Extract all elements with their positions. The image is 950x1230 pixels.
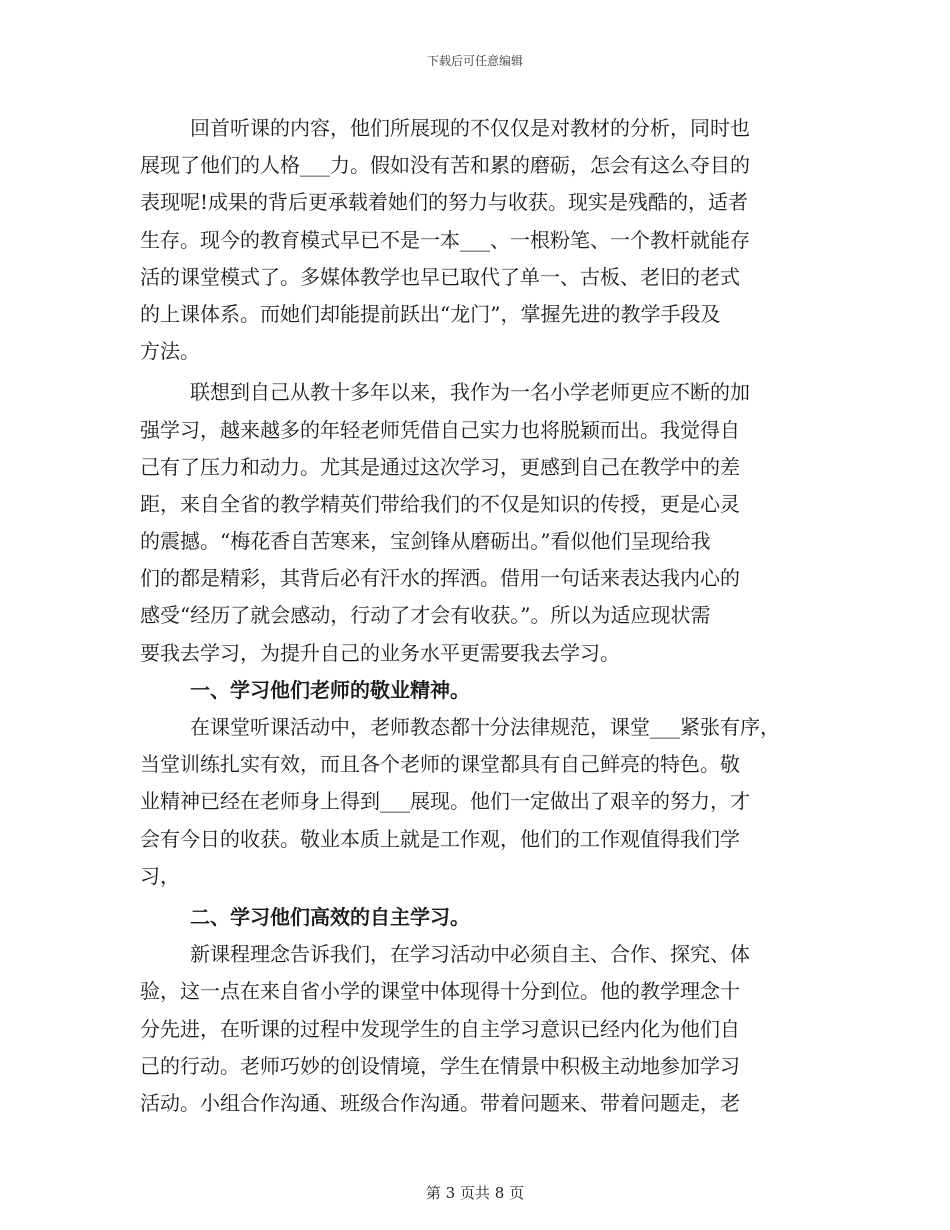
text-line: 新课程理念告诉我们，在学习活动中必须自主、合作、探究、体 (190, 942, 750, 967)
text-line: 表现呢!成果的背后更承载着她们的努力与收获。现实是残酷的，适者 (140, 190, 749, 215)
text-line: 在课堂听课活动中，老师教态都十分法律规范，课堂___紧张有序， (190, 715, 780, 739)
text-line: 展现了他们的人格___力。假如没有苦和累的磨砺，怎会有这么夺目的 (140, 153, 750, 178)
text-line: 联想到自己从教十多年以来，我作为一名小学老师更应不断的加 (190, 380, 750, 405)
paragraph-2 (140, 374, 810, 672)
page-header: 下载后可任意编辑 (426, 54, 523, 68)
document-body (140, 110, 810, 1122)
text-line: 的上课体系。而她们却能提前跃出“龙门”，掌握先进的教学手段及 (140, 301, 721, 326)
text-line: 验，这一点在来自省小学的课堂中体现得十分到位。他的教学理念十 (140, 979, 740, 1004)
section-heading-1: 一、学习他们老师的敬业精神。 (190, 677, 470, 702)
text-line: 要我去学习，为提升自己的业务水平更需要我去学习。 (140, 640, 620, 665)
paragraph-4 (140, 936, 810, 1122)
text-line: 分先进，在听课的过程中发现学生的自主学习意识已经内化为他们自 (140, 1016, 740, 1041)
paragraph-3 (140, 709, 810, 895)
text-line: 方法。 (140, 339, 200, 364)
text-line: 己的行动。老师巧妙的创设情境，学生在情景中积极主动地参加学习 (140, 1053, 740, 1078)
text-line: 己有了压力和动力。尤其是通过这次学习，更感到自己在教学中的差 (140, 454, 740, 479)
paragraph-1 (140, 110, 810, 370)
text-line: 活动。小组合作沟通、班级合作沟通。带着问题来、带着问题走，老 (140, 1090, 740, 1115)
text-line: 感受“经历了就会感动，行动了才会有收获。”。所以为适应现状需 (140, 603, 711, 628)
text-line: 当堂训练扎实有效，而且各个老师的课堂都具有自己鲜亮的特色。敬 (140, 752, 740, 777)
text-line: 的震撼。“梅花香自苦寒来，宝剑锋从磨砺出。”看似他们呈现给我 (140, 529, 711, 554)
text-line: 距，来自全省的教学精英们带给我们的不仅是知识的传授，更是心灵 (140, 491, 740, 516)
text-line: 强学习，越来越多的年轻老师凭借自己实力也将脱颖而出。我觉得自 (140, 417, 740, 442)
text-line: 们的都是精彩，其背后必有汗水的挥洒。借用一句话来表达我内心的 (140, 566, 740, 591)
section-heading-2: 二、学习他们高效的自主学习。 (190, 904, 470, 929)
text-line: 业精神已经在老师身上得到___展现。他们一定做出了艰辛的努力，才 (140, 789, 750, 814)
text-line: 习， (140, 863, 180, 888)
page-footer: 第 3 页共 8 页 (425, 1184, 525, 1202)
text-line: 回首听课的内容，他们所展现的不仅仅是对教材的分析，同时也 (190, 116, 750, 140)
text-line: 活的课堂模式了。多媒体教学也早已取代了单一、古板、老旧的老式 (140, 264, 740, 289)
text-line: 会有今日的收获。敬业本质上就是工作观，他们的工作观值得我们学 (140, 826, 740, 851)
text-line: 生存。现今的教育模式早已不是一本___、一根粉笔、一个教杆就能存 (140, 227, 750, 252)
